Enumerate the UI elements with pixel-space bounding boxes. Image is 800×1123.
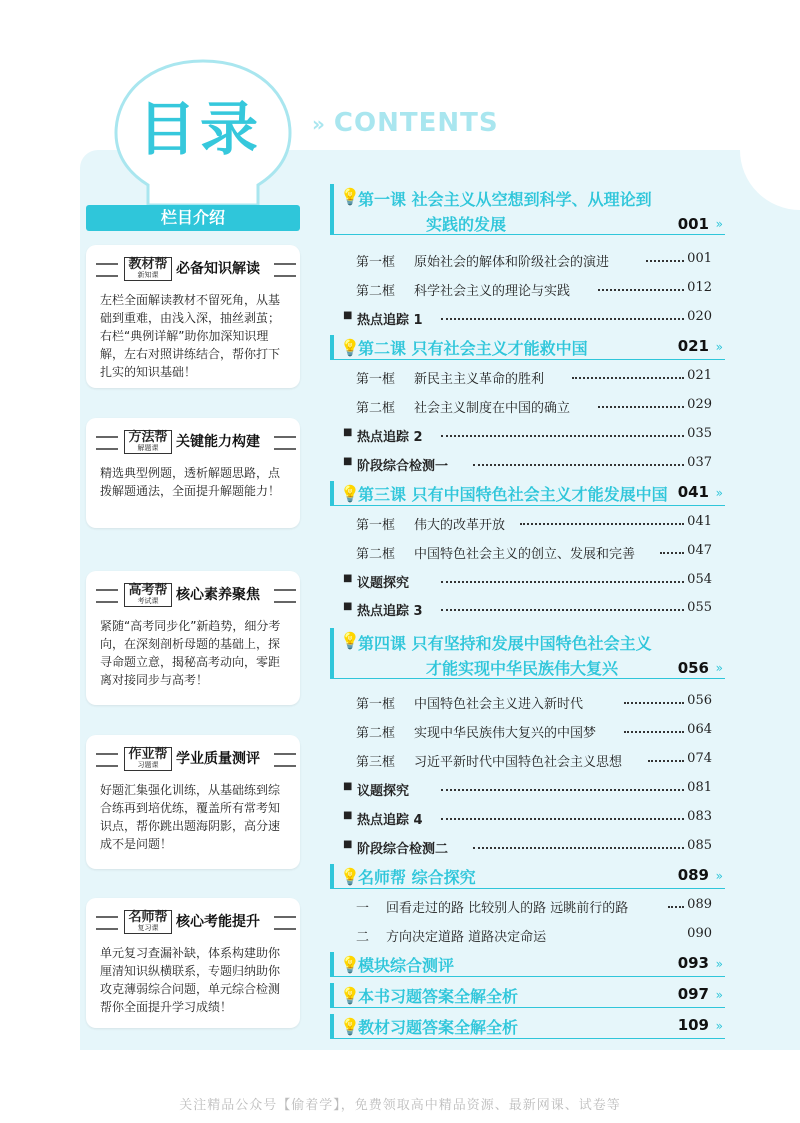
divider [274, 436, 296, 450]
bullet-icon: ■ [343, 427, 353, 438]
toc-item[interactable]: 第二框 实现中华民族伟大复兴的中国梦 064 [356, 722, 712, 741]
divider [96, 916, 118, 930]
toc-item[interactable]: 二 方向决定道路 道路决定命运 090 [356, 926, 712, 945]
arrow-icon: » [715, 957, 723, 971]
arrow-icon: » [715, 340, 723, 354]
bullet-icon: ■ [343, 601, 353, 612]
contents-label: » CONTENTS [312, 108, 499, 138]
card-badge: 名师帮 复习课 [124, 910, 172, 934]
toc-item[interactable]: 第三框 习近平新时代中国特色社会主义思想 074 [356, 751, 712, 770]
toc-item[interactable]: 第一框 新民主主义革命的胜利 021 [356, 368, 712, 387]
page-title: 目录 [138, 95, 263, 163]
toc-item[interactable]: 第一框 原始社会的解体和阶级社会的演进 001 [356, 251, 712, 270]
bullet-icon: ■ [343, 810, 353, 821]
toc-sub-item[interactable]: ■ 热点追踪 2 035 [343, 426, 712, 445]
toc-lesson-5[interactable]: 💡 名师帮 综合探究 089 » [330, 864, 725, 889]
bulb-icon: 💡 [340, 955, 360, 974]
toc-sub-item[interactable]: ■ 热点追踪 1 020 [343, 309, 712, 328]
arrow-icon: » [715, 988, 723, 1002]
divider [96, 436, 118, 450]
toc-lesson-8[interactable]: 💡 教材习题答案全解全析 109 » [330, 1014, 725, 1039]
bulb-icon: 💡 [340, 484, 360, 503]
card-badge: 教材帮 新知课 [124, 257, 172, 281]
arrow-icon: » [715, 1019, 723, 1033]
bulb-icon: 💡 [340, 187, 360, 206]
toc-lesson-6[interactable]: 💡 模块综合测评 093 » [330, 952, 725, 977]
toc-item[interactable]: 第一框 伟大的改革开放 041 [356, 514, 712, 533]
toc-lesson-4[interactable]: 💡 第四课 只有坚持和发展中国特色社会主义 才能实现中华民族伟大复兴 056 » [330, 628, 725, 679]
card-badge: 高考帮 考试课 [124, 583, 172, 607]
intro-card-1 [86, 245, 300, 388]
toc-sub-item[interactable]: ■ 议题探究 081 [343, 780, 712, 799]
intro-card-4 [86, 735, 300, 869]
bullet-icon: ■ [343, 781, 353, 792]
toc-sub-item[interactable]: ■ 热点追踪 4 083 [343, 809, 712, 828]
arrow-icon: » [715, 217, 723, 231]
bulb-icon: 💡 [340, 867, 360, 886]
toc-sub-item[interactable]: ■ 议题探究 054 [343, 572, 712, 591]
bullet-icon: ■ [343, 573, 353, 584]
card-badge: 作业帮 习题课 [124, 747, 172, 771]
bulb-icon: 💡 [340, 338, 360, 357]
card-description: 精选典型例题，透析解题思路，点拨解题通法，全面提升解题能力！ [100, 466, 281, 498]
card-headline: 关键能力构建 [176, 434, 260, 450]
column-heading: 栏目介绍 [86, 205, 300, 231]
card-description: 紧随“高考同步化”新趋势，细分考向，在深刻剖析母题的基础上，探寻命题立意，揭秘高考动向，零距离对接同步与高考！ [100, 619, 281, 687]
divider [274, 753, 296, 767]
arrow-icon: » [715, 869, 723, 883]
toc-lesson-3[interactable]: 💡 第三课 只有中国特色社会主义才能发展中国 041 » [330, 481, 725, 506]
bullet-icon: ■ [343, 839, 353, 850]
toc-lesson-7[interactable]: 💡 本书习题答案全解全析 097 » [330, 983, 725, 1008]
divider [274, 589, 296, 603]
divider [96, 589, 118, 603]
intro-card-3 [86, 571, 300, 705]
bullet-icon: ■ [343, 310, 353, 321]
toc-item[interactable]: 一 回看走过的路 比较别人的路 远眺前行的路 089 [356, 897, 712, 916]
arrow-icon: » [715, 661, 723, 675]
toc-lesson-1[interactable]: 💡 第一课 社会主义从空想到科学、从理论到 实践的发展 001 » [330, 184, 725, 235]
divider [274, 263, 296, 277]
toc-lesson-2[interactable]: 💡 第二课 只有社会主义才能救中国 021 » [330, 335, 725, 360]
bulb-icon: 💡 [340, 631, 360, 650]
card-headline: 核心考能提升 [176, 914, 260, 930]
intro-card-5 [86, 898, 300, 1028]
toc-item[interactable]: 第一框 中国特色社会主义进入新时代 056 [356, 693, 712, 712]
bulb-icon: 💡 [340, 1017, 360, 1036]
card-badge: 方法帮 解题课 [124, 430, 172, 454]
intro-card-2 [86, 418, 300, 528]
bulb-icon: 💡 [340, 986, 360, 1005]
card-description: 单元复习查漏补缺，体系构建助你厘清知识纵横联系，专题归纳助你攻克薄弱综合问题，单元综合检测帮你全面提升学习成绩！ [100, 946, 281, 1014]
arrow-icon: » [715, 486, 723, 500]
toc-sub-item[interactable]: ■ 阶段综合检测一 037 [343, 455, 712, 474]
card-headline: 必备知识解读 [176, 261, 260, 277]
card-description: 好题汇集强化训练，从基础练到综合练再到培优练，覆盖所有常考知识点，帮你跳出题海阴影，高分速成不是问题！ [100, 783, 281, 851]
footer-note: 关注精品公众号【偷着学】，免费领取高中精品资源、最新网课、试卷等 [179, 1098, 621, 1113]
toc-item[interactable]: 第二框 科学社会主义的理论与实践 012 [356, 280, 712, 299]
toc-sub-item[interactable]: ■ 阶段综合检测二 085 [343, 838, 712, 857]
toc-item[interactable]: 第二框 中国特色社会主义的创立、发展和完善 047 [356, 543, 712, 562]
card-headline: 学业质量测评 [176, 751, 260, 767]
divider [274, 916, 296, 930]
toc-item[interactable]: 第二框 社会主义制度在中国的确立 029 [356, 397, 712, 416]
toc-sub-item[interactable]: ■ 热点追踪 3 055 [343, 600, 712, 619]
bullet-icon: ■ [343, 456, 353, 467]
divider [96, 753, 118, 767]
divider [96, 263, 118, 277]
card-headline: 核心素养聚焦 [176, 587, 260, 603]
card-description: 左栏全面解读教材不留死角，从基础到重难，由浅入深，抽丝剥茧；右栏“典例详解”助你加深知识理解，左右对照讲练结合，帮你打下扎实的知识基础！ [100, 293, 281, 379]
